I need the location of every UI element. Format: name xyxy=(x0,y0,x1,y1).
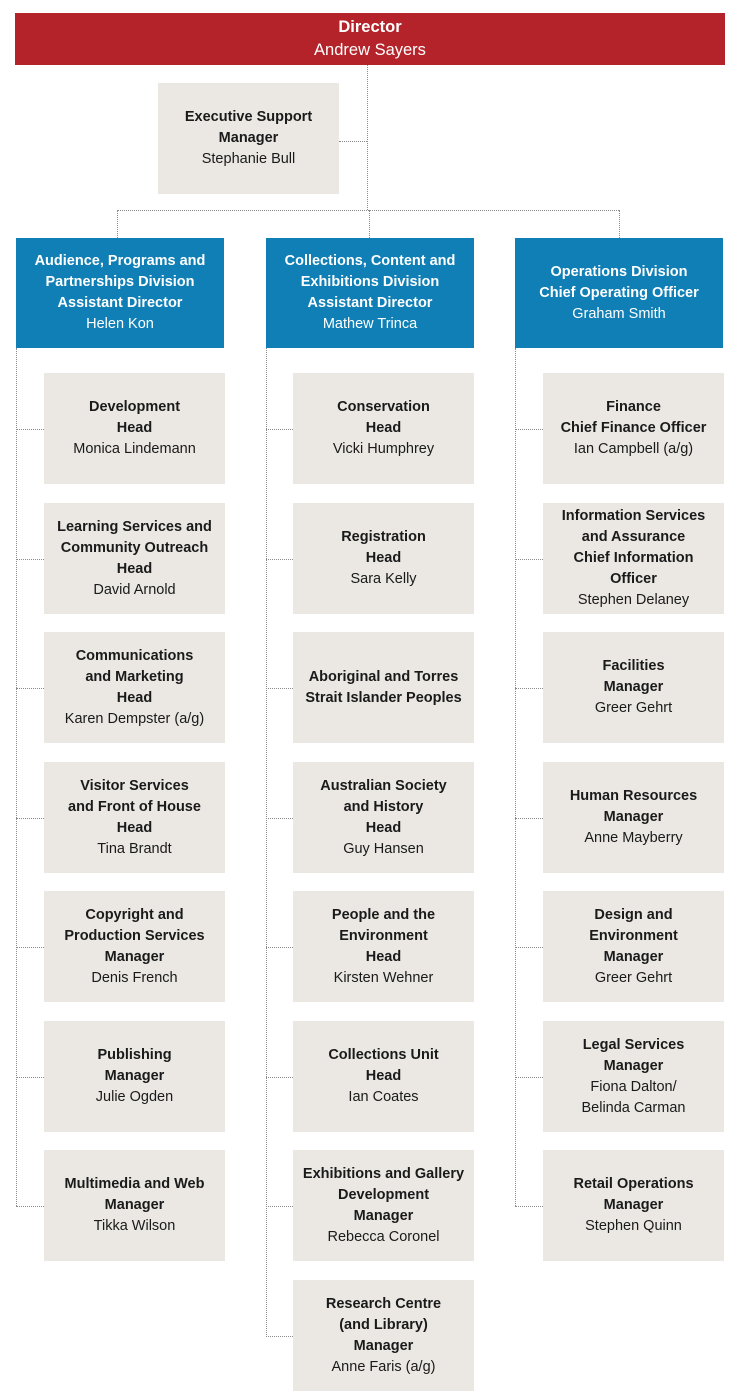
unit-title: Visitor Services xyxy=(80,777,189,794)
unit-box xyxy=(293,503,474,614)
unit-title: Exhibitions and Gallery xyxy=(302,1165,465,1182)
person-name: Graham Smith xyxy=(572,305,666,322)
unit-title: Multimedia and Web xyxy=(64,1176,205,1192)
unit-title: Registration xyxy=(341,529,426,545)
person-name: Ian Campbell (a/g) xyxy=(573,441,694,457)
unit-title: Manager xyxy=(603,1057,664,1074)
person-name: Fiona Dalton/ xyxy=(590,1078,677,1095)
unit-title: Operations Division xyxy=(550,263,688,280)
connector-division-0 xyxy=(117,210,118,238)
unit-title: Production Services xyxy=(64,927,205,944)
connector-unit xyxy=(16,688,44,689)
connector-unit xyxy=(266,1336,293,1337)
unit-title: Environment xyxy=(339,927,428,944)
connector-unit xyxy=(16,818,44,819)
connector-unit xyxy=(266,818,293,819)
person-name: Anne Mayberry xyxy=(584,830,683,846)
unit-title: Publishing xyxy=(97,1047,172,1063)
connector-unit xyxy=(515,688,543,689)
division-box-2 xyxy=(515,238,723,348)
connector-unit xyxy=(16,1077,44,1078)
unit-title: Chief Operating Officer xyxy=(539,284,699,301)
person-name: Mathew Trinca xyxy=(322,316,418,332)
unit-box xyxy=(543,891,724,1002)
unit-title: Development xyxy=(88,399,181,415)
connector-division-1 xyxy=(369,210,370,238)
connector-column-1 xyxy=(266,348,267,1335)
unit-title: Head xyxy=(116,560,153,577)
person-name: Stephanie Bull xyxy=(201,151,296,167)
unit-box xyxy=(293,891,474,1002)
unit-box xyxy=(293,1280,474,1391)
person-name: Greer Gehrt xyxy=(594,700,673,716)
unit-title: Legal Services xyxy=(582,1036,685,1053)
unit-title: Executive Support xyxy=(184,109,313,125)
unit-title: Manager xyxy=(104,1197,165,1213)
unit-title: Chief Finance Officer xyxy=(560,420,707,436)
unit-title: Facilities xyxy=(602,658,665,674)
division-box-0 xyxy=(16,238,224,348)
person-name: Belinda Carman xyxy=(581,1099,686,1116)
connector-unit xyxy=(16,1206,44,1207)
unit-title: Head xyxy=(116,819,153,836)
person-name: Stephen Delaney xyxy=(577,592,690,608)
connector-unit xyxy=(515,1077,543,1078)
connector-division-bar xyxy=(117,210,619,211)
unit-box xyxy=(543,373,724,484)
person-name: Anne Faris (a/g) xyxy=(331,1358,436,1375)
executive-support-box xyxy=(158,83,339,194)
unit-box xyxy=(293,373,474,484)
connector-unit xyxy=(515,1206,543,1207)
connector-unit xyxy=(266,429,293,430)
unit-title: Head xyxy=(365,1068,402,1084)
unit-title: Collections, Content and xyxy=(284,253,456,269)
unit-title: Information Services xyxy=(561,508,706,524)
unit-box xyxy=(543,762,724,873)
unit-title: Assistant Director xyxy=(57,295,183,311)
director-box xyxy=(15,13,725,65)
unit-box xyxy=(543,1021,724,1132)
connector-unit xyxy=(266,688,293,689)
unit-title: Exhibitions Division xyxy=(300,274,440,290)
connector-unit xyxy=(16,559,44,560)
unit-title: Head xyxy=(365,819,402,836)
person-name: Rebecca Coronel xyxy=(327,1228,440,1245)
person-name: Monica Lindemann xyxy=(73,441,196,457)
connector-unit xyxy=(515,818,543,819)
unit-title: Manager xyxy=(104,948,165,965)
unit-title: Development xyxy=(337,1186,430,1203)
unit-title: Community Outreach xyxy=(60,539,209,556)
unit-title: and Front of House xyxy=(68,798,201,815)
unit-title: Head xyxy=(365,948,402,965)
connector-director-trunk xyxy=(367,64,368,210)
unit-title: Director xyxy=(338,18,402,36)
unit-title: Environment xyxy=(589,927,678,944)
connector-unit xyxy=(515,429,543,430)
unit-title: (and Library) xyxy=(339,1316,428,1333)
person-name: Julie Ogden xyxy=(95,1089,174,1105)
unit-title: Conservation xyxy=(337,399,430,415)
unit-box xyxy=(44,1021,225,1132)
connector-unit xyxy=(16,429,44,430)
unit-title: Communications xyxy=(75,647,194,664)
unit-title: Chief Information xyxy=(573,550,694,566)
unit-box xyxy=(44,503,225,614)
unit-title: Manager xyxy=(353,1207,414,1224)
connector-division-2 xyxy=(619,210,620,238)
person-name: Karen Dempster (a/g) xyxy=(64,710,205,727)
unit-box xyxy=(44,891,225,1002)
unit-box xyxy=(293,632,474,743)
person-name: Tina Brandt xyxy=(97,840,172,857)
person-name: Tikka Wilson xyxy=(93,1218,176,1234)
unit-title: Collections Unit xyxy=(328,1047,439,1063)
person-name: David Arnold xyxy=(93,581,176,598)
unit-title: Head xyxy=(116,420,153,436)
connector-unit xyxy=(515,559,543,560)
person-name: Sara Kelly xyxy=(350,571,417,587)
person-name: Helen Kon xyxy=(86,316,154,332)
unit-title: Finance xyxy=(606,399,661,415)
unit-box xyxy=(293,1150,474,1261)
person-name: Andrew Sayers xyxy=(314,41,426,59)
unit-title: Audience, Programs and xyxy=(34,253,206,269)
unit-title: Assistant Director xyxy=(307,295,433,311)
person-name: Guy Hansen xyxy=(343,840,424,857)
unit-title: Retail Operations xyxy=(573,1176,694,1192)
unit-title: and Assurance xyxy=(581,529,686,545)
unit-title: Partnerships Division xyxy=(45,274,195,290)
person-name: Vicki Humphrey xyxy=(332,441,435,457)
connector-exec xyxy=(339,141,367,142)
person-name: Denis French xyxy=(91,969,178,986)
unit-title: Australian Society xyxy=(320,777,447,794)
unit-title: Officer xyxy=(610,571,657,587)
connector-unit xyxy=(266,1077,293,1078)
unit-title: People and the xyxy=(331,906,436,923)
unit-title: Design and xyxy=(594,906,673,923)
unit-title: and History xyxy=(343,798,424,815)
unit-box xyxy=(543,1150,724,1261)
unit-box xyxy=(44,632,225,743)
unit-title: Research Centre xyxy=(325,1295,442,1312)
unit-title: and Marketing xyxy=(85,668,184,685)
unit-box xyxy=(543,632,724,743)
unit-title: Manager xyxy=(353,1337,414,1354)
unit-title: Head xyxy=(116,689,153,706)
connector-unit xyxy=(16,947,44,948)
unit-title: Manager xyxy=(603,679,664,695)
unit-title: Learning Services and xyxy=(57,518,212,535)
unit-box xyxy=(543,503,724,614)
unit-box xyxy=(44,762,225,873)
connector-unit xyxy=(266,1206,293,1207)
connector-unit xyxy=(515,947,543,948)
unit-title: Aboriginal and Torres xyxy=(308,668,459,685)
unit-box xyxy=(44,373,225,484)
unit-title: Manager xyxy=(603,809,664,825)
person-name: Kirsten Wehner xyxy=(333,969,434,986)
connector-unit xyxy=(266,559,293,560)
unit-box xyxy=(293,762,474,873)
division-box-1 xyxy=(266,238,474,348)
unit-title: Manager xyxy=(218,130,279,146)
unit-box xyxy=(293,1021,474,1132)
unit-title: Manager xyxy=(603,948,664,965)
unit-title: Strait Islander Peoples xyxy=(305,689,462,706)
unit-title: Manager xyxy=(603,1197,664,1213)
connector-unit xyxy=(266,947,293,948)
unit-title: Copyright and xyxy=(85,906,184,923)
unit-title: Head xyxy=(365,550,402,566)
unit-title: Manager xyxy=(104,1068,165,1084)
unit-title: Head xyxy=(365,420,402,436)
person-name: Stephen Quinn xyxy=(585,1218,682,1234)
person-name: Ian Coates xyxy=(348,1089,419,1105)
unit-title: Human Resources xyxy=(569,788,698,804)
person-name: Greer Gehrt xyxy=(594,969,673,986)
unit-box xyxy=(44,1150,225,1261)
